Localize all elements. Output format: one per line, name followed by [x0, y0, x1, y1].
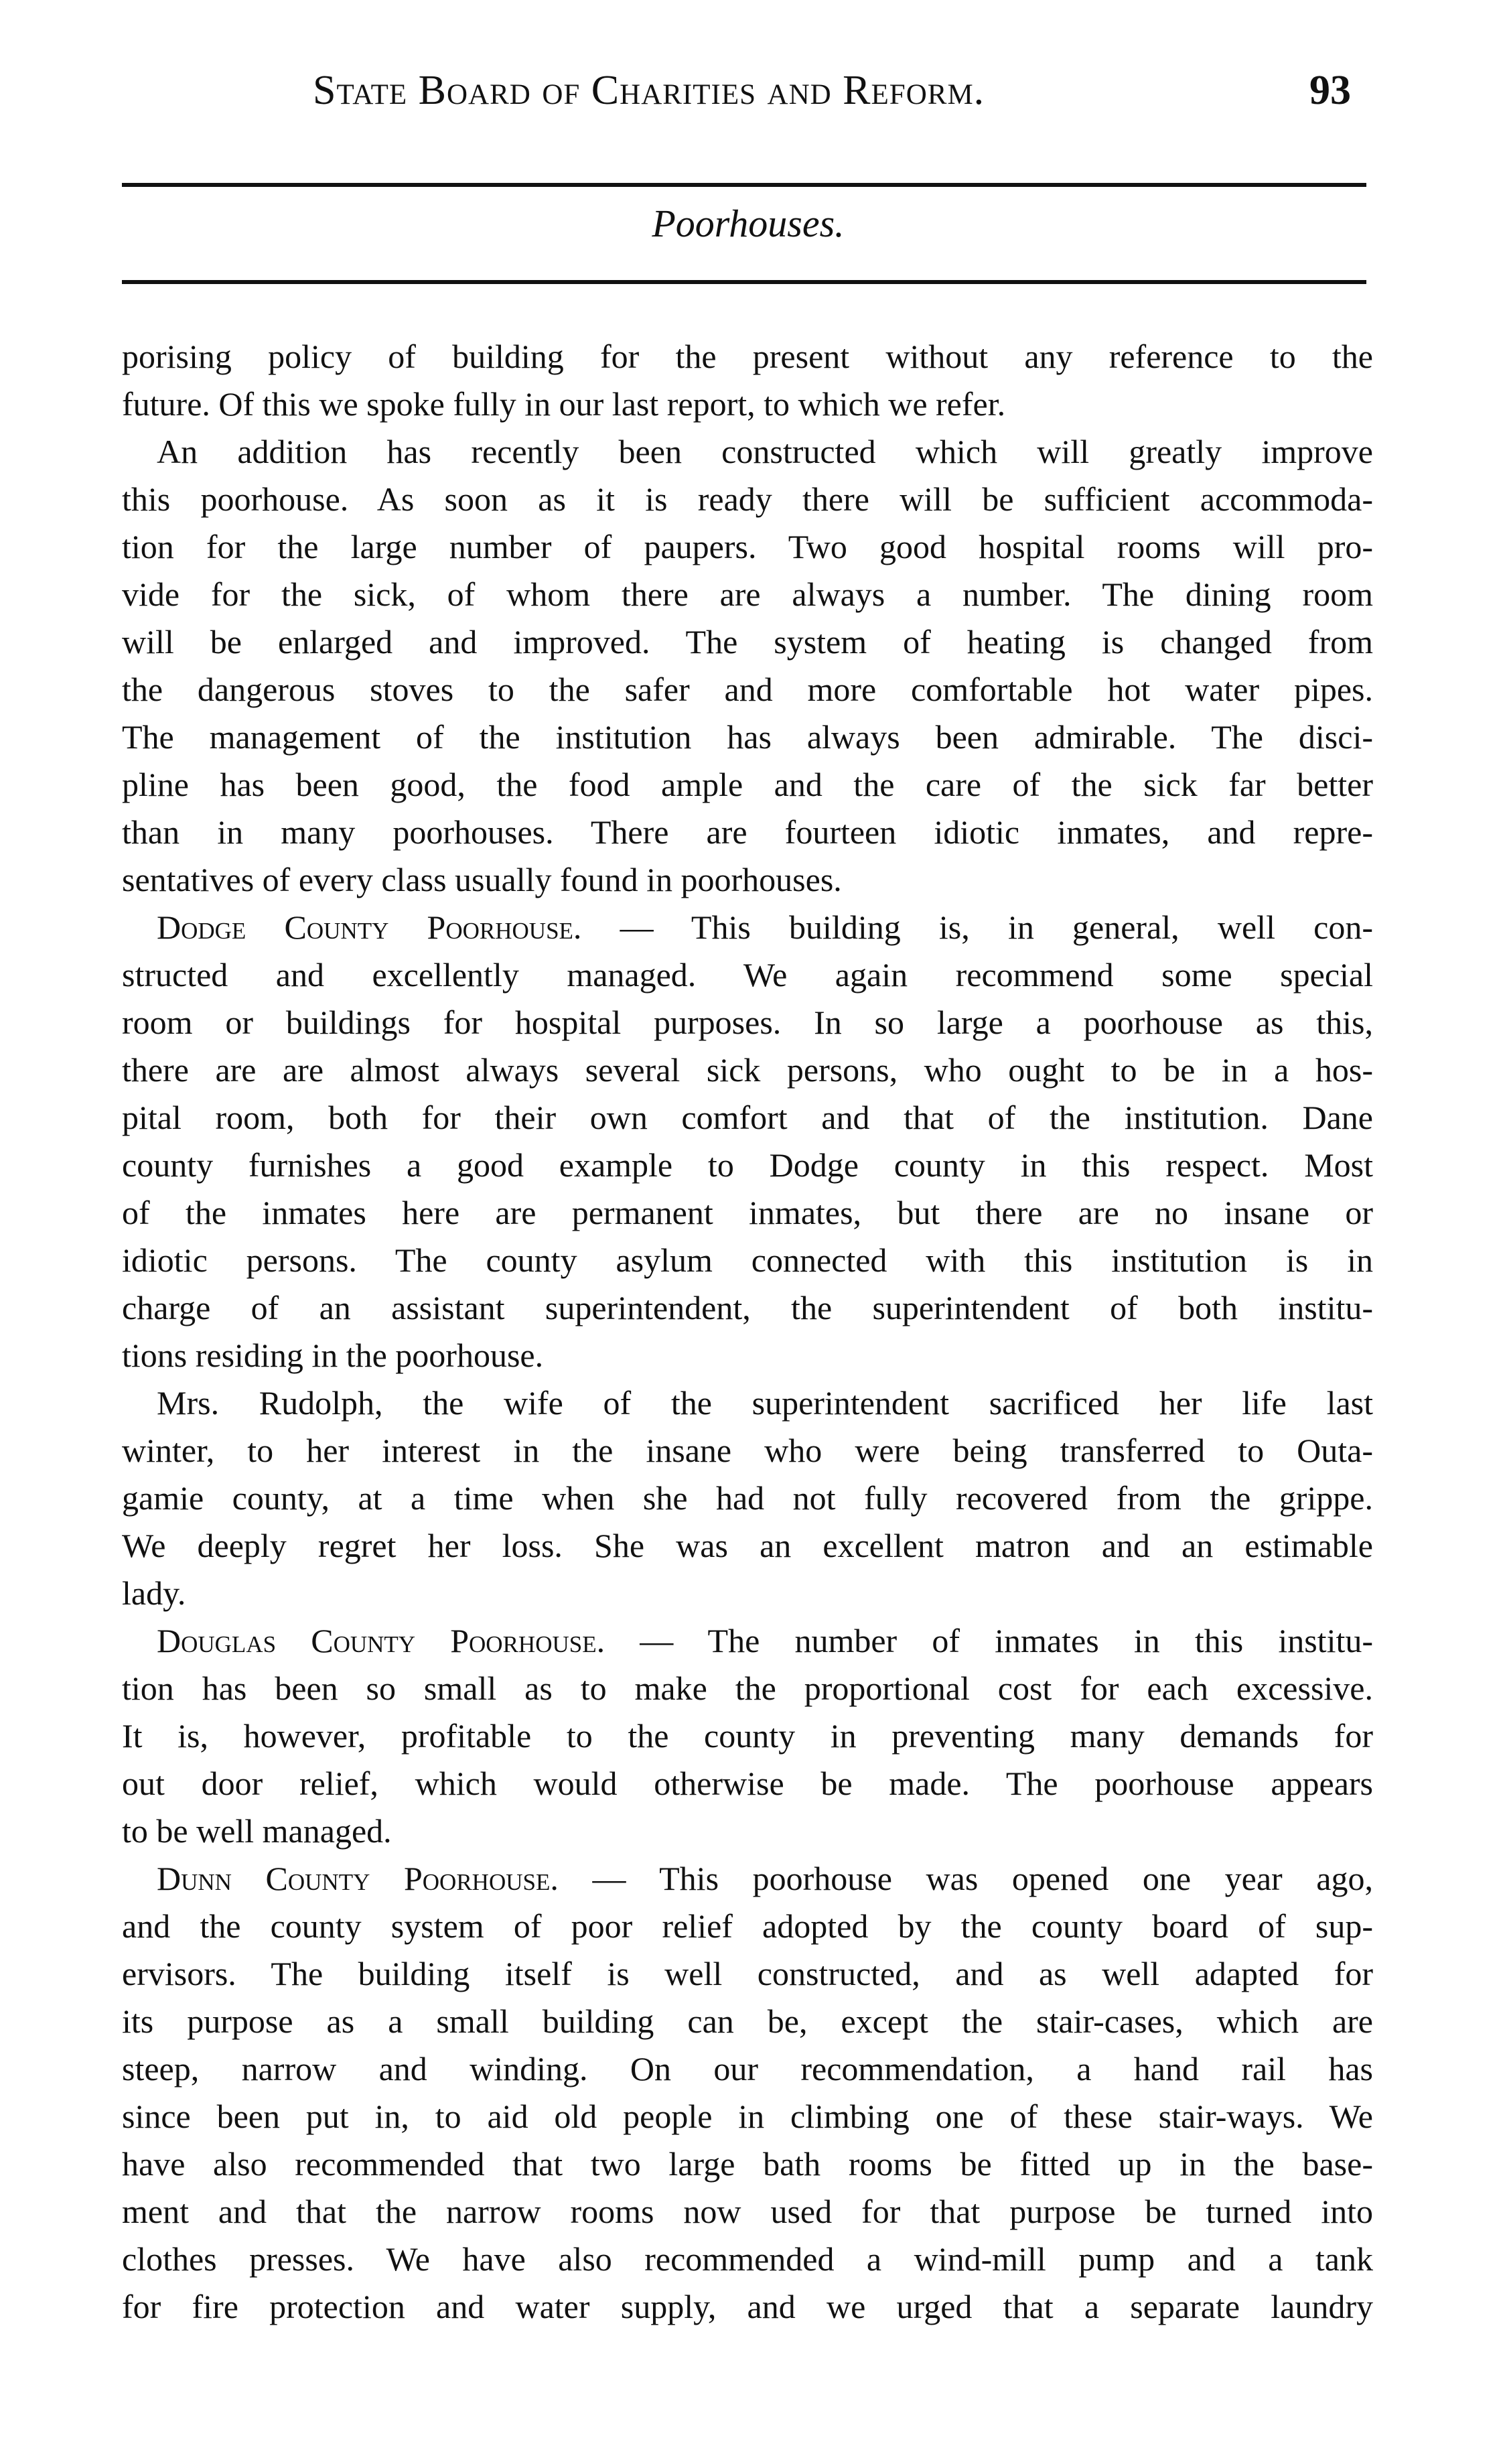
text-line — [122, 428, 1373, 476]
line-text: for fire protection and water supply, and we urged that a separate laundry — [122, 2288, 1373, 2325]
line-text: and the county system of poor relief adopted by the county board of sup- — [122, 1907, 1373, 1945]
line-text: to be well managed. — [122, 1812, 392, 1850]
paragraph — [122, 333, 1373, 428]
line-text: out door relief, which would otherwise be made. The poorhouse appears — [122, 1765, 1373, 1802]
section-title: Poorhouses. — [652, 202, 845, 245]
line-text: tions residing in the poorhouse. — [122, 1337, 544, 1374]
text-line — [122, 2140, 1373, 2188]
text-line — [122, 809, 1373, 856]
text-line — [122, 618, 1373, 666]
paragraph — [122, 428, 1373, 904]
section-lead-heading: Douglas County Poorhouse. — [157, 1622, 605, 1659]
section-rule — [122, 280, 1366, 284]
text-line — [122, 1237, 1373, 1284]
line-text: We deeply regret her loss. She was an excellent matron and an estimable — [122, 1527, 1373, 1564]
page-number: 93 — [1309, 68, 1351, 113]
line-text: — This building is, in general, well con- — [581, 908, 1373, 946]
line-text: charge of an assistant superintendent, the superintendent of both institu- — [122, 1289, 1373, 1326]
text-line — [122, 1998, 1373, 2045]
line-text: vide for the sick, of whom there are always a number. The dining room — [122, 575, 1373, 613]
line-text: since been put in, to aid old people in climbing one of these stair-ways. We — [122, 2098, 1373, 2135]
text-line — [122, 1570, 1373, 1617]
paragraph — [122, 1855, 1373, 2331]
line-text: winter, to her interest in the insane who were being transferred to Outa- — [122, 1432, 1373, 1469]
text-line — [122, 1950, 1373, 1998]
text-line — [122, 666, 1373, 713]
text-line — [122, 333, 1373, 381]
text-line — [122, 1427, 1373, 1475]
line-text: there are are almost always several sick persons, who ought to be in a hos- — [122, 1051, 1373, 1089]
line-text: — The number of inmates in this institu- — [605, 1622, 1373, 1659]
line-text: structed and excellently managed. We again recommend some special — [122, 956, 1373, 994]
text-line — [122, 1665, 1373, 1712]
text-line — [122, 1189, 1373, 1237]
line-text: Mrs. Rudolph, the wife of the superintendent sacrificed her life last — [157, 1384, 1373, 1422]
text-line — [122, 1522, 1373, 1570]
text-line — [122, 1903, 1373, 1950]
text-line — [122, 1617, 1373, 1665]
text-line — [122, 856, 1373, 904]
text-line — [122, 523, 1373, 571]
text-line — [122, 571, 1373, 618]
text-line — [122, 999, 1373, 1046]
top-rule — [122, 183, 1366, 187]
text-line — [122, 1379, 1373, 1427]
text-line — [122, 904, 1373, 951]
text-line — [122, 951, 1373, 999]
line-text: The management of the institution has always been admirable. The disci- — [122, 718, 1373, 756]
line-text: idiotic persons. The county asylum connected with this institution is in — [122, 1241, 1373, 1279]
line-text: than in many poorhouses. There are fourteen idiotic inmates, and repre- — [122, 813, 1373, 851]
body-text — [122, 333, 1373, 2331]
text-line — [122, 1332, 1373, 1379]
text-line — [122, 1046, 1373, 1094]
line-text: have also recommended that two large bath rooms be fitted up in the base- — [122, 2145, 1373, 2183]
line-text: — This poorhouse was opened one year ago, — [558, 1860, 1373, 1897]
text-line — [122, 2045, 1373, 2093]
line-text: tion has been so small as to make the proportional cost for each excessive. — [122, 1669, 1373, 1707]
paragraph — [122, 1379, 1373, 1617]
text-line — [122, 1760, 1373, 1807]
line-text: gamie county, at a time when she had not fully recovered from the grippe. — [122, 1479, 1373, 1517]
line-text: this poorhouse. As soon as it is ready there will be sufficient accommoda- — [122, 480, 1373, 518]
text-line — [122, 1284, 1373, 1332]
running-head-title: State Board of Charities and Reform. — [313, 68, 985, 113]
text-line — [122, 761, 1373, 809]
line-text: clothes presses. We have also recommended a wind-mill pump and a tank — [122, 2240, 1373, 2278]
text-line — [122, 1094, 1373, 1142]
line-text: county furnishes a good example to Dodge county in this respect. Most — [122, 1146, 1373, 1184]
line-text: lady. — [122, 1574, 186, 1612]
line-text: pline has been good, the food ample and the care of the sick far better — [122, 766, 1373, 803]
line-text: ervisors. The building itself is well constructed, and as well adapted for — [122, 1955, 1373, 1992]
line-text: porising policy of building for the present without any reference to the — [122, 338, 1373, 375]
text-line — [122, 476, 1373, 523]
line-text: ment and that the narrow rooms now used for that purpose be turned into — [122, 2193, 1373, 2230]
section-lead-heading: Dunn County Poorhouse. — [157, 1860, 559, 1897]
text-line — [122, 2093, 1373, 2140]
text-line — [122, 2283, 1373, 2331]
text-line — [122, 1712, 1373, 1760]
line-text: It is, however, profitable to the county in preventing many demands for — [122, 1717, 1373, 1755]
text-line — [122, 1807, 1373, 1855]
text-line — [122, 1855, 1373, 1903]
text-line — [122, 1475, 1373, 1522]
line-text: the dangerous stoves to the safer and more comfortable hot water pipes. — [122, 671, 1373, 708]
line-text: of the inmates here are permanent inmates, but there are no insane or — [122, 1194, 1373, 1231]
paragraph — [122, 904, 1373, 1379]
line-text: steep, narrow and winding. On our recommendation, a hand rail has — [122, 2050, 1373, 2087]
section-title-wrap — [0, 201, 1503, 246]
text-line — [122, 2188, 1373, 2236]
line-text: An addition has recently been constructed which will greatly improve — [157, 433, 1373, 470]
paragraph — [122, 1617, 1373, 1855]
text-line — [122, 2236, 1373, 2283]
line-text: sentatives of every class usually found in poorhouses. — [122, 861, 842, 898]
text-line — [122, 1142, 1373, 1189]
line-text: its purpose as a small building can be, except the stair-cases, which are — [122, 2002, 1373, 2040]
line-text: future. Of this we spoke fully in our last report, to which we refer. — [122, 385, 1006, 423]
line-text: pital room, both for their own comfort and that of the institution. Dane — [122, 1099, 1373, 1136]
line-text: tion for the large number of paupers. Two good hospital rooms will pro- — [122, 528, 1373, 565]
section-lead-heading: Dodge County Poorhouse. — [157, 908, 582, 946]
line-text: room or buildings for hospital purposes. In so large a poorhouse as this, — [122, 1004, 1373, 1041]
line-text: will be enlarged and improved. The system of heating is changed from — [122, 623, 1373, 661]
text-line — [122, 381, 1373, 428]
text-line — [122, 713, 1373, 761]
